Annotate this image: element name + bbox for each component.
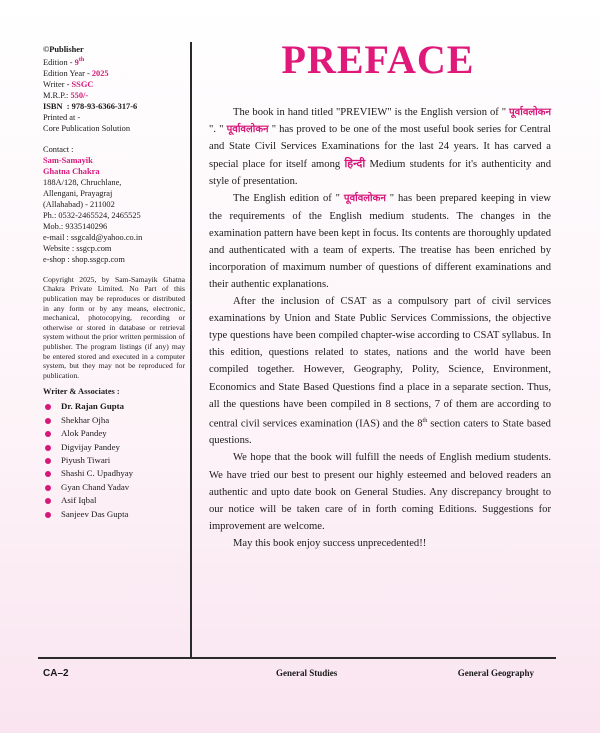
bullet-icon <box>45 485 51 491</box>
paragraph-hope: We hope that the book will fulfill the needs of English medium students. We have tried our best to present our highly esteemed and beloved readers an authentic and upto date book on General Studies. Any discrepancy brought to our notice will be taken care of in forth coming Editions. Suggestions for improvement are welcome. <box>209 452 551 532</box>
preface-body <box>209 104 551 552</box>
paragraph-csat: After the inclusion of CSAT as a compulsory part of civil services examinations by Union and State Public Services Commissions, the objective type questions have been compiled chapter-wise according to CSAT syllabus. In this edition, questions related to states, nations and the world have been compiled together. However, Geography, Polity, Science, Environment, Economics and State Based Questions find a place in a separate section. Thus, all the questions have been compiled in 8 sections, 7 of them are according to central civil services examination (IAS) and the 8th section caters to State based questions. <box>209 296 551 447</box>
footer-section: General Geography <box>457 668 534 678</box>
bullet-icon <box>45 471 51 477</box>
associate-item: Gyan Chand Yadav <box>43 481 185 494</box>
bullet-icon <box>45 445 51 451</box>
bullet-icon <box>45 498 51 504</box>
edition-year: Edition Year - 2025 <box>43 68 109 78</box>
mobile: Mob.: 9335140296 <box>43 221 108 231</box>
bullet-icon <box>45 418 51 424</box>
writer: Writer - SSGC <box>43 79 94 89</box>
associate-item: Piyush Tiwari <box>43 454 185 467</box>
phone: Ph.: 0532-2465524, 2465525 <box>43 210 141 220</box>
associate-item: Digvijay Pandey <box>43 441 185 454</box>
associates-list <box>43 400 185 521</box>
page-number: CA–2 <box>43 668 69 679</box>
associate-item: Shashi C. Upadhyay <box>43 467 185 480</box>
mrp: M.R.P.: 550/- <box>43 90 89 100</box>
edition: Edition - 9th <box>43 57 85 67</box>
associates-heading: Writer & Associates : <box>43 387 120 397</box>
bullet-icon <box>45 404 51 410</box>
bullet-icon <box>45 512 51 518</box>
website: Website : ssgcp.com <box>43 243 112 253</box>
copyright-notice: Copyright 2025, by Sam-Samayik Ghatna Chakra Private Limited. No Part of this publication may be reproduces or distributed in any form or by any means, electronic, mechanical, photocopying, recording or otherwise or stored in database or retrieval system without the prior written permission of publisher. The program listings (if any) may be entered stored and executed in a computer system, but they may not be reproduced for publication. <box>43 274 185 380</box>
company-name: Sam-Samayik <box>43 155 93 165</box>
paragraph-english-edition: The English edition of " पूर्वावलोकन " has been prepared keeping in view the requirements of the English medium students. The changes in the examination pattern have been kept in focus. Its contents are thoroughly updated and authenticated with a team of experts. The treatise has been enriched by incorporation of maximum number of questions of different examinations and their authentic explanations. <box>209 193 552 290</box>
associate-item: Shekhar Ojha <box>43 414 185 427</box>
page-title: PREFACE <box>281 37 475 82</box>
company-name-2: Ghatna Chakra <box>43 166 100 176</box>
publisher: ©Publisher <box>43 45 84 54</box>
printer: Core Publication Solution <box>43 123 131 133</box>
isbn: ISBN : 978-93-6366-317-6 <box>43 101 138 111</box>
address-line: 188A/128, Chruchlane, <box>43 177 122 187</box>
bullet-icon <box>45 458 51 464</box>
eshop: e-shop : shop.ssgcp.com <box>43 254 125 264</box>
associate-item: Dr. Rajan Gupta <box>43 400 185 413</box>
footer-rule <box>38 657 556 659</box>
printed-at: Printed at - <box>43 112 81 122</box>
footer-subject: General Studies <box>276 668 338 678</box>
contact-heading: Contact : <box>43 144 74 154</box>
email: e-mail : ssgcald@yahoo.co.in <box>43 232 143 242</box>
closing-line: May this book enjoy success unprecedented!! <box>233 537 427 549</box>
associate-item: Asif Iqbal <box>43 494 185 507</box>
imprint-column <box>43 44 185 521</box>
bullet-icon <box>45 431 51 437</box>
column-divider <box>190 42 192 657</box>
address-line: Allengani, Prayagraj <box>43 188 113 198</box>
paragraph-intro: The book in hand titled "PREVIEW" is the English version of " पूर्वावलोकन ". " पूर्वावलोकन " has proved to be one of the most useful book series for Central and State Civil Services Examinations for the last 24 years. It has carved a special place for itself among हिन्दी Medium students for it's authenticity and style of presentation. <box>209 107 551 188</box>
address-line: (Allahabad) - 211002 <box>43 199 115 209</box>
associate-item: Alok Pandey <box>43 427 185 440</box>
associate-item: Sanjeev Das Gupta <box>43 508 185 521</box>
